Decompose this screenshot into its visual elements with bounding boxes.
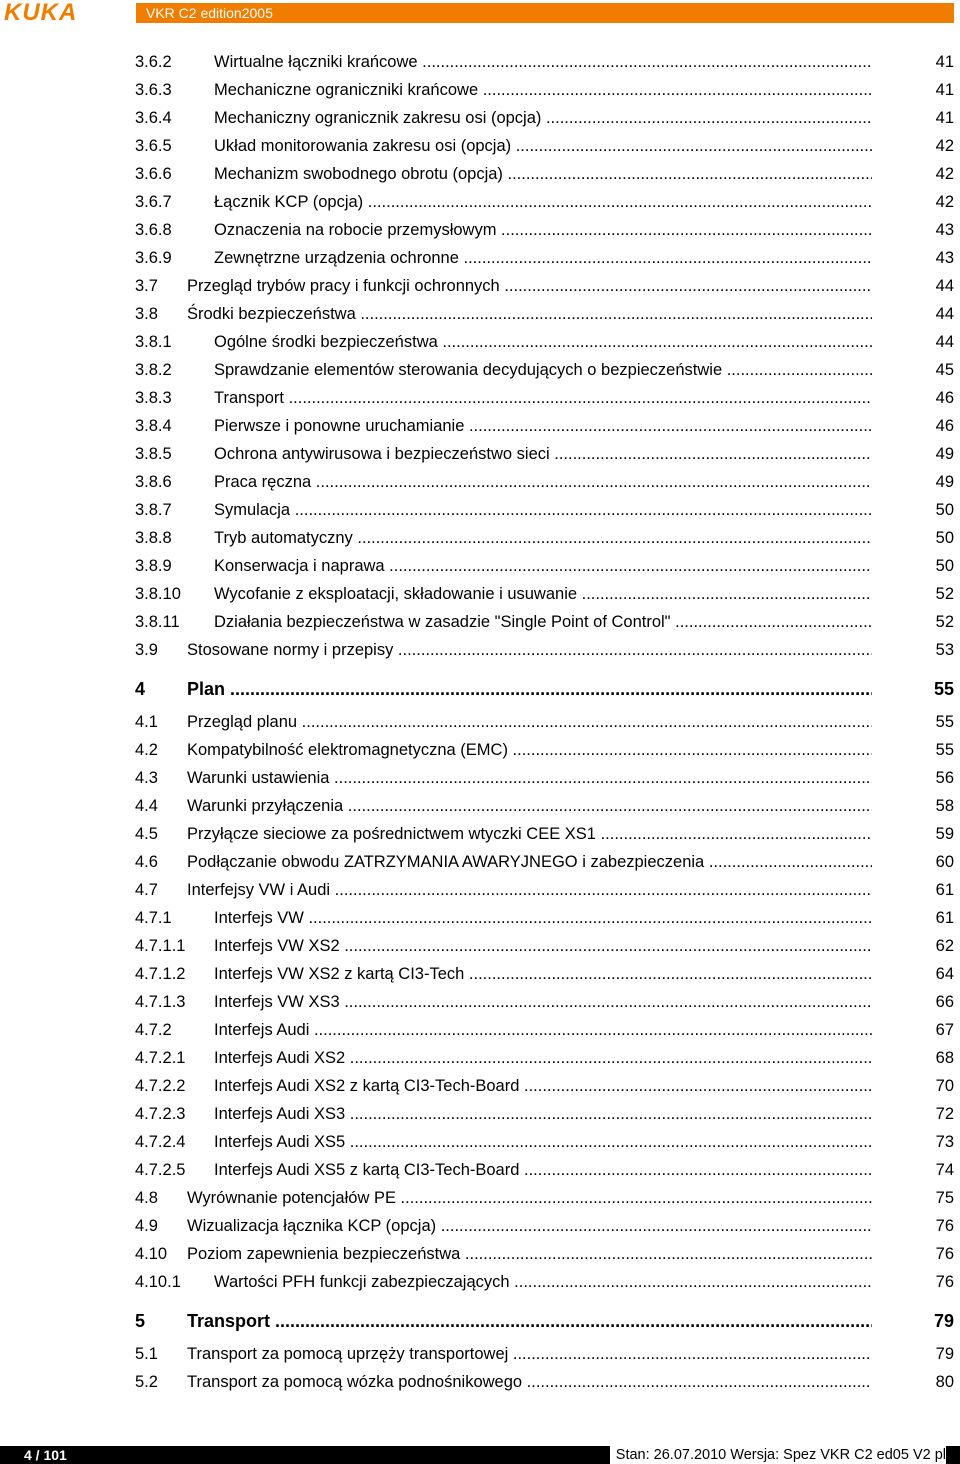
toc-entry[interactable]	[135, 76, 954, 104]
toc-entry-number: 3.8.10	[135, 585, 181, 603]
toc-entry[interactable]	[135, 412, 954, 440]
toc-entry[interactable]	[135, 580, 954, 608]
toc-entry-number: 4.8	[135, 1189, 158, 1207]
toc-entry-number: 3.6.6	[135, 165, 172, 183]
toc-entry[interactable]	[135, 1128, 954, 1156]
toc-entry-page: 43	[935, 249, 954, 267]
toc-entry-number: 4.3	[135, 769, 158, 787]
toc-entry-page: 42	[935, 137, 954, 155]
toc-entry-page: 43	[935, 221, 954, 239]
toc-entry-title: Oznaczenia na robocie przemysłowym .....	[214, 216, 872, 244]
toc-entry[interactable]	[135, 1156, 954, 1184]
toc-entry[interactable]	[135, 1100, 954, 1128]
toc-entry-title: Ochrona antywirusowa i bezpieczeństwo sieci .....	[214, 440, 872, 468]
toc-entry-number: 4.7.2.3	[135, 1105, 186, 1123]
toc-entry-title: Warunki przyłączenia .....	[187, 792, 872, 820]
toc-entry-number: 4.7.1.3	[135, 993, 186, 1011]
toc-entry[interactable]	[135, 848, 954, 876]
toc-entry-number: 4.7	[135, 881, 158, 899]
toc-entry-page: 42	[935, 193, 954, 211]
toc-entry-number: 3.8.1	[135, 333, 172, 351]
toc-entry-page: 61	[935, 881, 954, 899]
toc-entry-page: 68	[935, 1049, 954, 1067]
toc-entry[interactable]	[135, 792, 954, 820]
toc-entry-title: Interfejs VW XS2 z kartą CI3-Tech .....	[214, 960, 872, 988]
toc-entry-title: Wyrównanie potencjałów PE .....	[187, 1184, 872, 1212]
toc-entry-page: 55	[935, 713, 954, 731]
toc-entry-number: 3.8.2	[135, 361, 172, 379]
toc-entry-title: Wirtualne łączniki krańcowe .....	[214, 48, 872, 76]
toc-entry-title: Warunki ustawienia .....	[187, 764, 872, 792]
toc-entry[interactable]	[135, 764, 954, 792]
toc-entry[interactable]	[135, 608, 954, 636]
toc-entry-title: Kompatybilność elektromagnetyczna (EMC) .....	[187, 736, 872, 764]
toc-entry-title: Stosowane normy i przepisy .....	[187, 636, 872, 664]
toc-entry-number: 3.8	[135, 305, 158, 323]
toc-entry-title: Środki bezpieczeństwa .....	[187, 300, 872, 328]
toc-entry-number: 3.8.8	[135, 529, 172, 547]
toc-entry[interactable]	[135, 244, 954, 272]
kuka-logo: KUKA	[4, 0, 78, 26]
toc-entry-number: 3.6.8	[135, 221, 172, 239]
toc-entry[interactable]	[135, 1368, 954, 1396]
page-header	[0, 0, 960, 26]
toc-entry-page: 66	[935, 993, 954, 1011]
toc-entry-number: 5.1	[135, 1345, 158, 1363]
toc-entry-page: 46	[935, 417, 954, 435]
toc-entry-number: 3.6.5	[135, 137, 172, 155]
toc-entry-page: 76	[935, 1217, 954, 1235]
toc-entry-number: 3.6.9	[135, 249, 172, 267]
toc-entry-number: 4.7.2	[135, 1021, 172, 1039]
toc-entry[interactable]	[135, 932, 954, 960]
page-number: 4 / 101	[24, 1447, 67, 1463]
document-status: Stan: 26.07.2010 Wersja: Spez VKR C2 ed05 V2 pl	[610, 1446, 946, 1464]
toc-entry-title: Mechaniczne ograniczniki krańcowe .....	[214, 76, 872, 104]
toc-entry[interactable]	[135, 1268, 954, 1296]
toc-entry-page: 79	[935, 1345, 954, 1363]
toc-entry-title: Interfejs Audi .....	[214, 1016, 872, 1044]
toc-entry-number: 3.8.6	[135, 473, 172, 491]
toc-entry-title: Poziom zapewnienia bezpieczeństwa .....	[187, 1240, 872, 1268]
toc-entry-title: Interfejs VW XS2 .....	[214, 932, 872, 960]
toc-entry-page: 59	[935, 825, 954, 843]
toc-entry-title: Interfejsy VW i Audi .....	[187, 876, 872, 904]
toc-entry-page: 61	[935, 909, 954, 927]
toc-entry-page: 60	[935, 853, 954, 871]
toc-entry-number: 4.2	[135, 741, 158, 759]
toc-entry-number: 3.6.4	[135, 109, 172, 127]
toc-entry[interactable]	[135, 820, 954, 848]
toc-entry-title: Transport .....	[187, 1302, 872, 1340]
toc-entry-title: Przegląd planu .....	[187, 708, 872, 736]
toc-entry-page: 44	[935, 305, 954, 323]
toc-entry[interactable]	[135, 1212, 954, 1240]
toc-entry-page: 72	[935, 1105, 954, 1123]
toc-entry[interactable]	[135, 1072, 954, 1100]
toc-entry-page: 75	[935, 1189, 954, 1207]
toc-entry-number: 4.10.1	[135, 1273, 181, 1291]
toc-entry-title: Interfejs Audi XS2 .....	[214, 1044, 872, 1072]
toc-entry-page: 44	[935, 277, 954, 295]
toc-entry-title: Interfejs VW .....	[214, 904, 872, 932]
toc-entry-number: 3.7	[135, 277, 158, 295]
toc-entry-number: 3.8.3	[135, 389, 172, 407]
toc-entry-page: 49	[935, 473, 954, 491]
toc-entry-page: 41	[935, 109, 954, 127]
toc-entry[interactable]	[135, 1240, 954, 1268]
toc-entry[interactable]	[135, 188, 954, 216]
toc-entry-title: Interfejs Audi XS5 z kartą CI3-Tech-Board .....	[214, 1156, 872, 1184]
table-of-contents	[135, 48, 954, 1396]
toc-entry-page: 58	[935, 797, 954, 815]
toc-entry-page: 62	[935, 937, 954, 955]
toc-entry-title: Interfejs Audi XS5 .....	[214, 1128, 872, 1156]
toc-entry-page: 55	[933, 679, 954, 699]
toc-entry-page: 53	[935, 641, 954, 659]
page-footer	[0, 1446, 960, 1464]
toc-entry[interactable]	[135, 1184, 954, 1212]
toc-entry-page: 52	[935, 585, 954, 603]
toc-entry[interactable]	[135, 636, 954, 664]
toc-entry-page: 70	[935, 1077, 954, 1095]
toc-entry-number: 3.8.4	[135, 417, 172, 435]
toc-entry-title: Mechaniczny ogranicznik zakresu osi (opcja) .....	[214, 104, 872, 132]
toc-entry[interactable]	[135, 384, 954, 412]
toc-entry[interactable]	[135, 160, 954, 188]
toc-entry[interactable]	[135, 496, 954, 524]
toc-entry[interactable]	[135, 48, 954, 76]
toc-entry-page: 67	[935, 1021, 954, 1039]
toc-entry-number: 4.4	[135, 797, 158, 815]
toc-entry[interactable]	[135, 356, 954, 384]
toc-entry-title: Pierwsze i ponowne uruchamianie .....	[214, 412, 872, 440]
toc-entry-title: Symulacja .....	[214, 496, 872, 524]
toc-entry-page: 79	[933, 1311, 954, 1331]
toc-entry-number: 4	[135, 679, 146, 699]
toc-entry-number: 4.7.1.2	[135, 965, 186, 983]
toc-entry-number: 3.8.11	[135, 613, 180, 631]
toc-entry-title: Podłączanie obwodu ZATRZYMANIA AWARYJNEGO i zabezpieczenia .....	[187, 848, 872, 876]
toc-entry-title: Działania bezpieczeństwa w zasadzie "Single Point of Control" .....	[214, 608, 872, 636]
toc-entry[interactable]	[135, 1340, 954, 1368]
toc-entry-number: 3.9	[135, 641, 158, 659]
toc-entry-title: Wycofanie z eksploatacji, składowanie i usuwanie .....	[214, 580, 872, 608]
toc-entry[interactable]	[135, 736, 954, 764]
toc-entry-page: 45	[935, 361, 954, 379]
toc-entry-title: Praca ręczna .....	[214, 468, 872, 496]
toc-entry-page: 41	[935, 81, 954, 99]
toc-entry[interactable]	[135, 960, 954, 988]
toc-entry-number: 4.7.2.4	[135, 1133, 186, 1151]
toc-chapter[interactable]	[135, 670, 954, 708]
toc-entry[interactable]	[135, 216, 954, 244]
toc-entry-number: 3.6.3	[135, 81, 172, 99]
toc-entry-number: 5.2	[135, 1373, 158, 1391]
toc-entry-number: 3.8.5	[135, 445, 172, 463]
toc-entry-number: 4.7.1.1	[135, 937, 186, 955]
toc-entry-title: Przyłącze sieciowe za pośrednictwem wtyczki CEE XS1 .....	[187, 820, 872, 848]
toc-entry-number: 3.6.7	[135, 193, 172, 211]
toc-entry-title: Transport .....	[214, 384, 872, 412]
toc-entry-title: Plan .....	[187, 670, 872, 708]
toc-entry-title: Tryb automatyczny .....	[214, 524, 872, 552]
toc-entry-page: 76	[935, 1273, 954, 1291]
toc-entry-number: 3.6.2	[135, 53, 172, 71]
toc-entry-title: Przegląd trybów pracy i funkcji ochronnych .....	[187, 272, 872, 300]
toc-entry-page: 64	[935, 965, 954, 983]
toc-entry[interactable]	[135, 272, 954, 300]
toc-entry-title: Ogólne środki bezpieczeństwa .....	[214, 328, 872, 356]
toc-entry-title: Wizualizacja łącznika KCP (opcja) .....	[187, 1212, 872, 1240]
toc-entry[interactable]	[135, 1016, 954, 1044]
toc-entry-title: Interfejs VW XS3 .....	[214, 988, 872, 1016]
toc-entry[interactable]	[135, 552, 954, 580]
toc-entry-number: 4.5	[135, 825, 158, 843]
toc-entry-title: Łącznik KCP (opcja) .....	[214, 188, 872, 216]
toc-entry-page: 50	[935, 529, 954, 547]
toc-entry-title: Układ monitorowania zakresu osi (opcja) .....	[214, 132, 872, 160]
toc-entry-page: 50	[935, 557, 954, 575]
toc-entry-number: 4.10	[135, 1245, 168, 1263]
toc-entry-page: 50	[935, 501, 954, 519]
toc-entry[interactable]	[135, 988, 954, 1016]
toc-entry-title: Interfejs Audi XS3 .....	[214, 1100, 872, 1128]
toc-entry[interactable]	[135, 876, 954, 904]
toc-entry-number: 4.7.2.2	[135, 1077, 186, 1095]
toc-entry-title: Transport za pomocą wózka podnośnikowego .....	[187, 1368, 872, 1396]
toc-entry-number: 3.8.7	[135, 501, 172, 519]
toc-entry-page: 76	[935, 1245, 954, 1263]
toc-entry[interactable]	[135, 468, 954, 496]
toc-entry-page: 56	[935, 769, 954, 787]
toc-entry-page: 80	[935, 1373, 954, 1391]
toc-entry-title: Zewnętrzne urządzenia ochronne .....	[214, 244, 872, 272]
toc-entry-number: 4.7.1	[135, 909, 172, 927]
toc-entry-title: Mechanizm swobodnego obrotu (opcja) .....	[214, 160, 872, 188]
toc-entry-page: 42	[935, 165, 954, 183]
toc-entry-number: 3.8.9	[135, 557, 172, 575]
toc-entry[interactable]	[135, 440, 954, 468]
toc-entry-number: 4.7.2.5	[135, 1161, 186, 1179]
toc-entry-title: Sprawdzanie elementów sterowania decydujących o bezpieczeństwie .....	[214, 356, 872, 384]
toc-entry-title: Konserwacja i naprawa .....	[214, 552, 872, 580]
toc-entry-page: 74	[935, 1161, 954, 1179]
toc-entry[interactable]	[135, 904, 954, 932]
toc-entry[interactable]	[135, 300, 954, 328]
toc-entry-page: 44	[935, 333, 954, 351]
toc-entry-number: 5	[135, 1311, 146, 1331]
toc-entry-page: 73	[935, 1133, 954, 1151]
toc-entry-page: 49	[935, 445, 954, 463]
toc-entry[interactable]	[135, 1044, 954, 1072]
toc-entry-number: 4.7.2.1	[135, 1049, 186, 1067]
toc-chapter[interactable]	[135, 1302, 954, 1340]
toc-entry-title: Wartości PFH funkcji zabezpieczających .....	[214, 1268, 872, 1296]
toc-entry-page: 41	[935, 53, 954, 71]
toc-entry[interactable]	[135, 328, 954, 356]
toc-entry-page: 55	[935, 741, 954, 759]
toc-entry[interactable]	[135, 708, 954, 736]
toc-entry[interactable]	[135, 132, 954, 160]
toc-entry-page: 46	[935, 389, 954, 407]
toc-entry-title: Interfejs Audi XS2 z kartą CI3-Tech-Board .....	[214, 1072, 872, 1100]
toc-entry-title: Transport za pomocą uprzęży transportowej .....	[187, 1340, 872, 1368]
toc-entry[interactable]	[135, 104, 954, 132]
toc-entry-number: 4.1	[135, 713, 158, 731]
toc-entry-number: 4.6	[135, 853, 158, 871]
toc-entry[interactable]	[135, 524, 954, 552]
toc-entry-page: 52	[935, 613, 954, 631]
toc-entry-number: 4.9	[135, 1217, 158, 1235]
document-title: VKR C2 edition2005	[136, 3, 954, 23]
